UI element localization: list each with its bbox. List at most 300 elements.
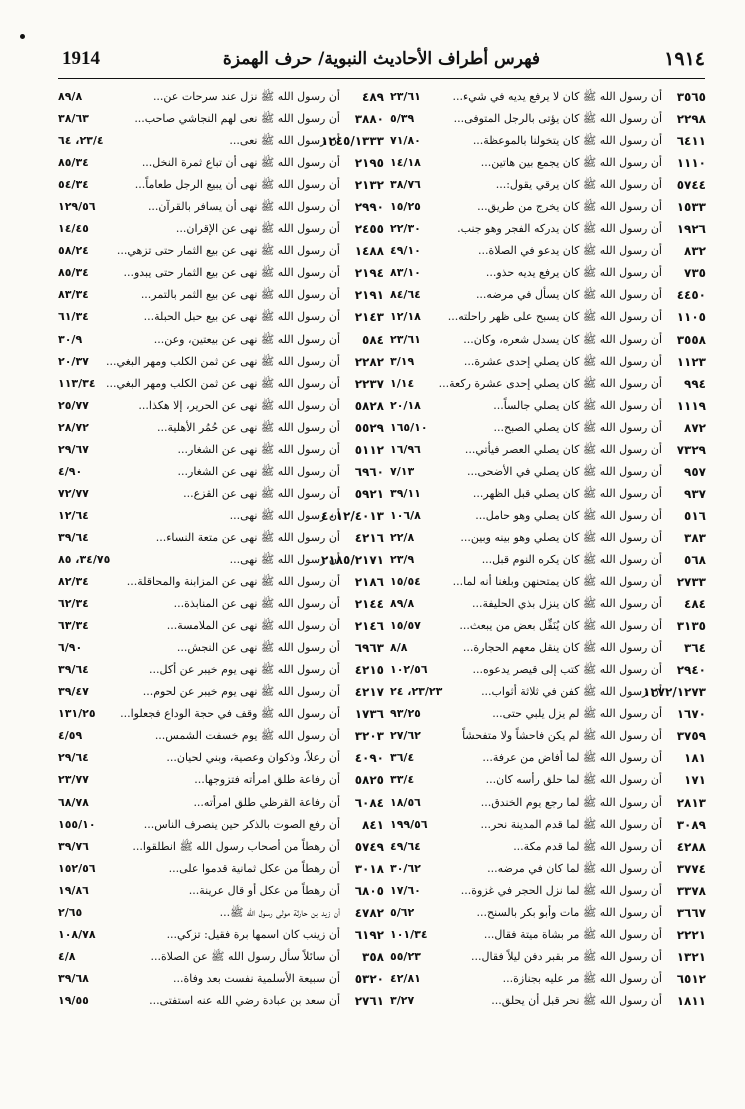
hadith-number: ٦٩٦٠ [354,464,384,479]
book-reference: ٤/٩٠ [58,464,83,478]
hadith-text: أن رسول الله ﷺ كان يصلي إحدى عشرة ركعة... [438,376,662,390]
index-entry [58,152,384,174]
hadith-number: ١١١٩ [676,398,706,413]
hadith-number: ٦٩٦٣ [354,641,384,656]
hadith-text: أن رسول الله ﷺ نهى يوم خيبر عن لحوم... [142,685,340,699]
hadith-number: ٥٧٤٩ [354,839,384,854]
hadith-text: أن رسول الله ﷺ كان يمتحنهن وبلغنا أنه لما... [452,575,662,589]
index-entry [390,108,706,130]
hadith-number: ٥١٦ [684,508,706,523]
hadith-number: ١١٢٣ [676,354,706,369]
book-reference: ١٣١/٢٥ [58,707,96,721]
hadith-text: أن رسول الله ﷺ نهى عن الشغار... [177,442,340,456]
hadith-number: ٥١١٢ [354,442,384,457]
hadith-number: ٢١٩١ [354,288,384,303]
book-reference: ٦٣/٣٤ [58,619,89,633]
hadith-text: أن سعد بن عبادة رضي الله عنه استفتى... [149,993,340,1007]
index-entry [58,792,384,814]
index-entry [390,836,706,858]
hadith-text: أن رسول الله ﷺ نهى عن القزع... [183,486,340,500]
book-reference: ٨٥/٣٤ [58,156,89,170]
header-rule [58,78,705,79]
hadith-text: أن رسول الله ﷺ كان يصلي قبل الظهر... [472,486,662,500]
hadith-number: ٣٠١٨ [354,861,384,876]
hadith-text: أن رسول الله ﷺ كان لا يرفع يديه في شيء... [452,90,662,103]
index-entry [390,990,706,1012]
hadith-text: أن رسول الله ﷺ كان يخرج من طريق... [477,200,662,214]
hadith-number: ٢١٩٤ [354,266,384,281]
book-reference: ٤٩/١٠ [390,244,421,258]
index-entry [58,571,384,593]
book-reference: ٣٦/٤ [390,751,415,765]
hadith-number: ٥٩٢١ [354,486,384,501]
book-reference: ٢٣/٤، ٦٤ [58,134,104,148]
index-entry [58,924,384,946]
book-reference: ١٤/٤٥ [58,222,89,236]
hadith-text: أن رسول الله ﷺ لم يكن فاحشاً ولا متفحشاً [462,729,662,743]
hadith-text: أن رسول الله ﷺ نهى عن الحرير، إلا هكذا... [138,398,340,412]
hadith-number: ٩٩٤ [684,376,706,391]
hadith-text: أن رسول الله ﷺ كان يكره النوم قبل... [481,552,662,566]
book-reference: ١٥٢/٥٦ [58,861,96,875]
book-reference: ٧/١٣ [390,464,415,478]
hadith-number: ٥٨٢٥ [354,773,384,788]
index-entry [390,351,706,373]
index-entry [58,880,384,902]
book-reference: ١٥/٥٤ [390,575,421,589]
book-reference: ١٥/٥٧ [390,619,421,633]
index-entry [58,703,384,725]
hadith-text: أن رسول الله ﷺ كان يؤتى بالرجل المتوفى... [453,112,662,126]
hadith-text: أن رسول الله ﷺ لما قدم مكة... [513,839,662,853]
book-reference: ٨٢/٣٤ [58,575,89,589]
index-entry [58,439,384,461]
hadith-number: ١٢٧٢/١٢٧٣ [643,685,706,700]
hadith-number: ٢٢٢١ [676,927,706,942]
book-reference: ١٧/٦٠ [390,883,421,897]
index-entry [58,373,384,395]
hadith-text: أن رسول الله ﷺ نهى يوم خيبر عن أكل... [149,663,340,677]
index-entry [58,747,384,769]
index-entry [58,659,384,681]
book-reference: ١٠٢/٥٦ [390,663,428,677]
index-entry [390,792,706,814]
index-entry [390,240,706,262]
index-entry [58,262,384,284]
book-reference: ١٠٦/٨ [390,508,421,522]
hadith-text: أن رسول الله ﷺ كفن في ثلاثة أثواب... [481,685,662,699]
book-reference: ٤/٥٩ [58,729,83,743]
index-entry [58,637,384,659]
hadith-number: ١٨١١ [676,993,706,1008]
hadith-number: ٣١٣٥ [676,619,706,634]
hadith-text: أن رسول الله ﷺ نحر قبل أن يحلق... [491,993,662,1007]
hadith-text: أن رسول الله ﷺ نهى عن المزابنة والمحاقلة... [126,575,340,589]
book-reference: ٨٩/٨ [390,597,415,611]
index-entry [390,174,706,196]
hadith-number: ٣٨٨٠ [354,112,384,127]
hadith-text: أن رسول الله ﷺ نهى عن بيع الثمار حتى يبدو... [123,266,340,280]
hadith-number: ٥٨٤ [362,332,384,347]
hadith-number: ٧٣٥ [684,266,706,281]
index-entry [390,196,706,218]
hadith-text: أن رسول الله ﷺ كان يصلي الصبح... [493,420,662,434]
book-reference: ٨٣/٣٤ [58,288,89,302]
index-entry [58,483,384,505]
hadith-number: ٦٠٨٤ [354,795,384,810]
hadith-number: ٢١٨٥/٢١٧١ [321,552,384,567]
book-reference: ٢٣/٧٧ [58,773,89,787]
index-entry [58,329,384,351]
index-entry [58,681,384,703]
hadith-text: أن رهطاً من أصحاب رسول الله ﷺ انطلقوا... [132,839,340,853]
hadith-number: ١٧٣٦ [354,707,384,722]
hadith-text: أن رسول الله ﷺ كان يسبح على ظهر راحلته... [447,310,662,324]
book-reference: ٢٩/٦٤ [58,751,89,765]
hadith-number: ٤٨٩ [362,90,384,104]
index-entry [390,946,706,968]
hadith-number: ٢٨١٣ [676,795,706,810]
hadith-number: ٥٦٨ [684,552,706,567]
book-reference: ٥/٦٢ [390,905,415,919]
hadith-text: أن رسول الله ﷺ لما أفاض من عرفة... [482,751,662,765]
hadith-number: ٤٢١٥ [354,663,384,678]
book-reference: ١٩/٥٥ [58,993,89,1007]
book-reference: ٧١/٨٠ [390,134,421,148]
book-reference: ٧٢/٧٧ [58,486,89,500]
hadith-text: أن رهطاً من عكل ثمانية قدموا على... [168,861,340,875]
index-entry [58,858,384,880]
hadith-number: ٢٢٩٨ [676,112,706,127]
index-entry [390,505,706,527]
hadith-number: ٣٥٦٥ [676,90,706,104]
hadith-number: ١٥٣٣ [676,200,706,215]
hadith-text: أن رسول الله ﷺ نزل عند سرحات عن... [152,90,340,103]
book-reference: ٣٩/١١ [390,486,421,500]
hadith-number: ٣٦٤ [684,641,706,656]
hadith-number: ٤٧٨٢ [354,905,384,920]
book-reference: ١٠١/٣٤ [390,927,428,941]
hadith-text: أن رسول الله ﷺ لما قدم المدينة نحر... [480,817,662,831]
hadith-text: أن رسول الله ﷺ نهى... [229,508,340,522]
hadith-number: ٣٣٧٨ [676,883,706,898]
book-reference: ٤٢/٨١ [390,971,421,985]
index-entry [390,593,706,615]
book-reference: ٦/٩٠ [58,641,83,655]
index-entry [58,902,384,924]
hadith-text: أن رسول الله ﷺ نهى عن النجش... [176,641,340,655]
hadith-text: أن رسول الله ﷺ كان يصلي العصر فيأتي... [464,442,662,456]
hadith-text: أن رسول الله ﷺ مات وأبو بكر بالسنح... [476,905,662,919]
book-reference: ٢٢/٣٠ [390,222,421,236]
index-entry [58,108,384,130]
index-entry [390,373,706,395]
hadith-number: ١٦٧٠ [676,707,706,722]
hadith-number: ٨٧٢ [684,420,706,435]
book-reference: ٨٤/٦٤ [390,288,421,302]
book-reference: ٦٢/٣٤ [58,597,89,611]
hadith-text: أن رسول الله ﷺ لما نزل الحجر في غزوة... [460,883,662,897]
index-entry [390,703,706,725]
hadith-text: أن رسول الله ﷺ وقف في حجة الوداع فجعلوا... [120,707,340,721]
book-reference: ٢٣/٦١ [390,332,421,346]
hadith-text: أن رسول الله ﷺ كان يجمع بين هاتين... [480,156,662,170]
hadith-text: أن رسول الله ﷺ كان يسأل في مرضه... [475,288,662,302]
hadith-number: ٢١٤٤ [354,597,384,612]
hadith-number: ٣٨٣ [684,530,706,545]
hadith-number: ٥٥٢٩ [354,420,384,435]
book-reference: ٢/٦٥ [58,905,83,919]
book-reference: ٤/٨ [58,949,76,963]
index-entry [58,549,384,571]
index-entry [390,483,706,505]
book-reference: ٣٠/٦٢ [390,861,421,875]
book-reference: ٣٩/٤٧ [58,685,89,699]
hadith-number: ٨٤١ [362,817,384,832]
hadith-number: ٦٥١٢ [676,971,706,986]
index-entry [58,351,384,373]
hadith-text: أن رفاعة طلق امرأته فتزوجها... [194,773,340,787]
book-reference: ١٩/٨٦ [58,883,89,897]
book-reference: ٣٩/٦٤ [58,530,89,544]
book-reference: ٢٩/٦٧ [58,442,89,456]
index-entry [390,637,706,659]
hadith-number: ١٩٢٦ [676,222,706,237]
hadith-text: أن رسول الله ﷺ نهى عن بيع الثمر بالتمر... [140,288,340,302]
hadith-text: أن زينب كان اسمها برة فقيل: تزكي... [166,927,340,941]
index-entry [58,218,384,240]
hadith-number: ٣٥٥٨ [676,332,706,347]
hadith-number: ٦١٩٢ [354,927,384,942]
hadith-number: ٢٧٣٣ [676,575,706,590]
hadith-text: أن رسول الله ﷺ لما حلق رأسه كان... [485,773,662,787]
hadith-text: أن رسول الله ﷺ كان يرقي يقول:... [495,178,662,192]
hadith-text: أن رسول الله ﷺ نهى عن حُمُر الأهلية... [157,420,340,434]
book-reference: ٢٣/٦١ [390,90,421,103]
hadith-number: ٢٤٥٥ [354,222,384,237]
index-entry [390,902,706,924]
index-entry [390,968,706,990]
hadith-text: أن رسول الله ﷺ لم يزل يلبي حتى... [492,707,662,721]
hadith-text: أن رسول الله ﷺ نعى... [229,134,340,148]
hadith-text: أن رسول الله ﷺ كان يصلي وهو حامل... [475,508,662,522]
book-reference: ٤٩/٦٤ [390,839,421,853]
hadith-number: ٤٨٤ [684,597,706,612]
index-entry [390,924,706,946]
hadith-number: ١٤٨٨ [354,244,384,259]
hadith-text: أن رسول الله ﷺ نهى عن بيع الثمار حتى تزهي... [116,244,340,258]
book-reference: ٩٣/٢٥ [390,707,421,721]
page-number-latin: 1914 [62,48,100,69]
hadith-text: أن رسول الله ﷺ نهى عن بيعتين، وعن... [153,332,340,346]
hadith-text: أن رسول الله ﷺ مر بقبر دفن ليلاً فقال... [471,949,662,963]
hadith-text: أن رسول الله ﷺ كان يصلي جالساً... [493,398,662,412]
hadith-number: ١٧١ [684,773,706,788]
index-column-right [390,86,706,1012]
hadith-text: أن رسول الله ﷺ كان يتخولنا بالموعظة... [472,134,662,148]
hadith-number: ٢١٣٢ [354,178,384,193]
index-entry [58,395,384,417]
hadith-number: ١١١٠ [676,156,706,171]
index-entry [58,593,384,615]
index-entry [58,130,384,152]
book-reference: ٢٧/٦٢ [390,729,421,743]
hadith-text: أن سائلاً سأل رسول الله ﷺ عن الصلاة... [150,949,340,963]
index-entry [58,86,384,108]
index-entry [390,439,706,461]
book-reference: ٣٩/٦٨ [58,971,89,985]
index-entry [58,836,384,858]
book-reference: ٢٠/٣٧ [58,354,89,368]
book-reference: ٢٢/٨ [390,530,415,544]
hadith-number: ٢٩٩٠ [354,200,384,215]
index-entry [390,814,706,836]
book-reference: ١٤/١٨ [390,156,421,170]
hadith-text: أن رهطاً من عكل أو قال عرينة... [188,883,340,897]
hadith-number: ٤٤٥٠ [676,288,706,303]
hadith-text: أن رسول الله ﷺ كان يُنَفِّل بعض من يبعث... [459,619,662,633]
index-entry [390,858,706,880]
book-reference: ٥٥/٢٣ [390,949,421,963]
book-reference: ٣٨/٧٦ [390,178,421,192]
hadith-text: أن رسول الله ﷺ يوم خسفت الشمس... [154,729,340,743]
hadith-text: أن رسول الله ﷺ كان يدعو في الصلاة... [478,244,662,258]
book-reference: ٥/٣٩ [390,112,415,126]
page-number-arabic: ١٩١٤ [664,48,705,70]
book-reference: ٨٣/١٠ [390,266,421,280]
hadith-text: أن رسول الله ﷺ نهى أن يبيع الرجل طعاماً... [134,178,340,192]
index-entry [390,218,706,240]
hadith-text: أن رسول الله ﷺ نهى عن ثمن الكلب ومهر البغي... [105,376,340,390]
index-entry [58,240,384,262]
book-reference: ٣٠/٩ [58,332,83,346]
index-entry [390,395,706,417]
index-entry [390,130,706,152]
hadith-text: أن زيد بن حارثة مولى رسول الله ﷺ... [219,905,340,919]
book-reference: ٢٥/٧٧ [58,398,89,412]
book-reference: ٣٣/٤ [390,773,415,787]
hadith-text: أن رسول الله ﷺ كان ينزل بذي الحليفة... [471,597,662,611]
hadith-number: ٥٨٢٨ [354,398,384,413]
hadith-text: أن رسول الله ﷺ كان يرفع يديه حذو... [485,266,662,280]
index-entry [58,769,384,791]
hadith-number: ٤٢١٧ [354,685,384,700]
hadith-text: أن رعلاً، وذكوان وعصية، وبني لحيان... [166,751,340,765]
book-reference: ٦٨/٧٨ [58,795,89,809]
hadith-number: ١٨١ [684,751,706,766]
hadith-text: أن رسول الله ﷺ نهى عن الشغار... [177,464,340,478]
index-entry [390,306,706,328]
book-reference: ١٦٥/١٠ [390,420,428,434]
book-reference: ١١٣/٣٤ [58,376,96,390]
book-reference: ٣٨/٦٣ [58,112,89,126]
index-entry [58,505,384,527]
hadith-text: أن رسول الله ﷺ لما كان في مرضه... [487,861,662,875]
book-reference: ١٩٩/٥٦ [390,817,428,831]
hadith-text: أن رسول الله ﷺ نهى... [229,552,340,566]
hadith-text: أن رسول الله ﷺ مر بشاة ميتة فقال... [483,927,662,941]
index-entry [390,549,706,571]
index-entry [58,417,384,439]
hadith-number: ٣٦٦٧ [676,905,706,920]
hadith-text: أن رفاعة القرظي طلق امرأته... [193,795,340,809]
book-reference: ١٠٨/٧٨ [58,927,96,941]
hadith-text: أن سبيعة الأسلمية نفست بعد وفاة... [173,971,340,985]
book-reference: ١٢/١٨ [390,310,421,324]
book-reference: ٣٤/٧٥، ٨٥ [58,552,111,566]
hadith-number: ٤٠١٢/٤٠١٣ [321,508,384,523]
index-entry [58,990,384,1012]
book-reference: ٣/١٩ [390,354,415,368]
book-reference: ٣/٢٧ [390,993,415,1007]
index-entry [390,571,706,593]
index-entry [58,725,384,747]
hadith-number: ٤٢٨٨ [676,839,706,854]
book-reference: ١٨/٥٦ [390,795,421,809]
hadith-text: أن رسول الله ﷺ كتب إلى قيصر يدعوه... [472,663,662,677]
index-entry [58,174,384,196]
book-reference: ١٢٩/٥٦ [58,200,96,214]
hadith-number: ١١٠٥ [676,310,706,325]
book-reference: ١٥/٢٥ [390,200,421,214]
hadith-number: ٢٢٨٢ [354,354,384,369]
page-header [58,48,705,74]
index-entry [390,152,706,174]
hadith-text: أن رسول الله ﷺ نهى أن يسافر بالقرآن... [147,200,340,214]
hadith-number: ٢١٤٦ [354,619,384,634]
hadith-text: أن رسول الله ﷺ نعى لهم النجاشي صاحب... [134,112,340,126]
hadith-number: ٩٥٧ [684,464,706,479]
hadith-text: أن رسول الله ﷺ كان يسدل شعره، وكان... [463,332,662,346]
index-entry [390,417,706,439]
book-reference: ٨/٨ [390,641,408,655]
hadith-number: ٥٧٤٤ [676,178,706,193]
book-reference: ١٦/٩٦ [390,442,421,456]
hadith-number: ٢١٨٦ [354,575,384,590]
index-entry [58,968,384,990]
index-entry [390,880,706,902]
hadith-number: ١٢٤٥/١٣٣٣ [321,134,384,149]
book-reference: ١/١٤ [390,376,415,390]
index-entry [390,527,706,549]
hadith-number: ٧٣٢٩ [676,442,706,457]
book-reference: ٥٤/٣٤ [58,178,89,192]
index-entry [58,196,384,218]
index-entry [390,747,706,769]
index-entry [390,329,706,351]
book-reference: ٣٩/٦٤ [58,663,89,677]
index-entry [58,461,384,483]
hadith-text: أن رسول الله ﷺ كان يصلي إحدى عشرة... [463,354,662,368]
index-entry [58,615,384,637]
hadith-text: أن رسول الله ﷺ نهى عن الإقران... [175,222,340,236]
book-reference: ١٥٥/١٠ [58,817,96,831]
hadith-text: أن رسول الله ﷺ نهى عن بيع حبل الحبلة... [143,310,340,324]
index-column-left [58,86,384,1012]
hadith-text: أن رسول الله ﷺ مر عليه بجنازة... [502,971,662,985]
book-reference: ٦١/٣٤ [58,310,89,324]
hadith-text: أن رسول الله ﷺ نهى عن ثمن الكلب ومهر البغي... [105,354,340,368]
book-reference: ٢٨/٧٢ [58,420,89,434]
book-reference: ٨٩/٨ [58,90,83,103]
hadith-number: ٢٢٣٧ [354,376,384,391]
book-reference: ٢٣/٢٣، ٢٤ [390,685,443,699]
index-entry [58,306,384,328]
hadith-number: ٤٢١٦ [354,530,384,545]
index-entry [390,769,706,791]
index-entry [390,615,706,637]
hadith-text: أن رسول الله ﷺ كان يصلي وهو بينه وبين... [460,530,662,544]
